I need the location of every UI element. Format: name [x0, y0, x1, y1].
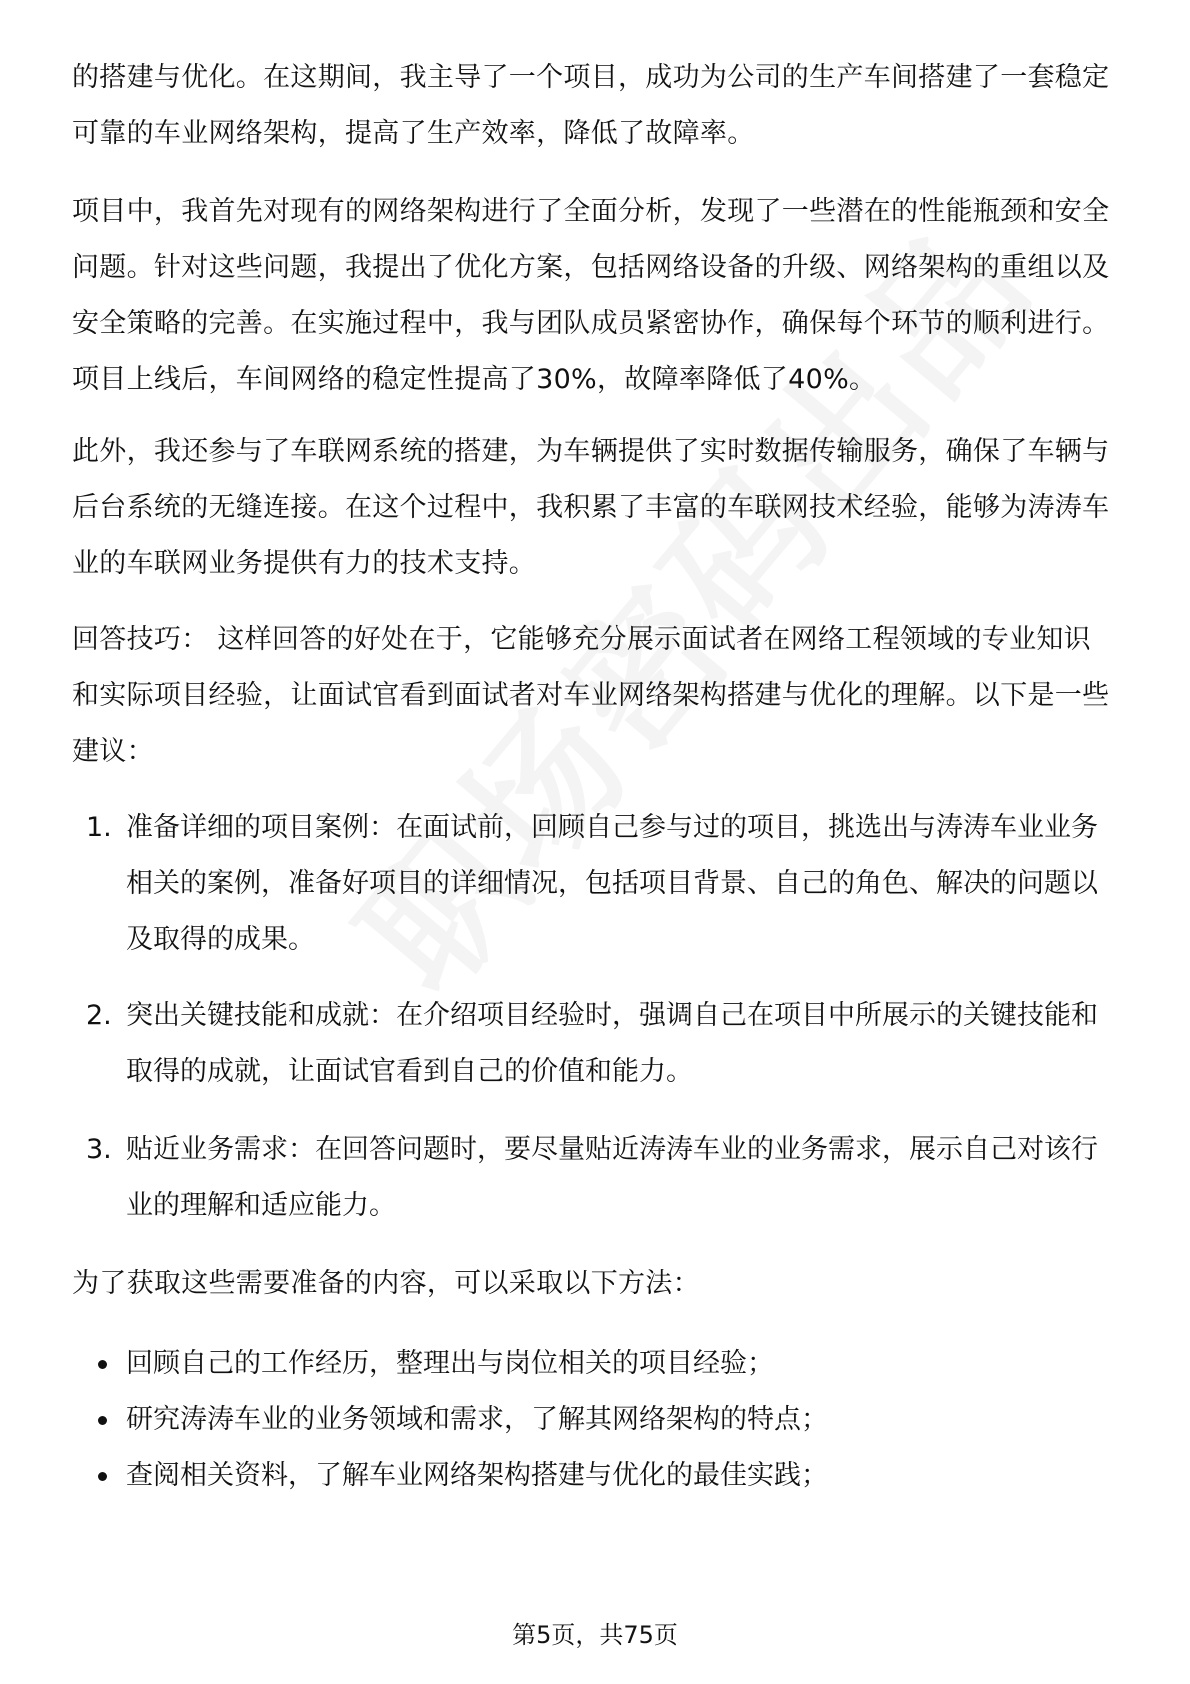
list-item-text: 贴近业务需求：在回答问题时，要尽量贴近涛涛车业的业务需求，展示自己对该行业的理解和适应能力。 [126, 1134, 1098, 1221]
bullet-item-text: 回顾自己的工作经历，整理出与岗位相关的项目经验； [126, 1348, 774, 1379]
list-number: 1. [86, 812, 112, 843]
list-number: 2. [86, 1000, 112, 1031]
paragraph-project: 项目中，我首先对现有的网络架构进行了全面分析，发现了一些潜在的性能瓶颈和安全问题。针对这些问题，我提出了优化方案，包括网络设备的升级、网络架构的重组以及安全策略的完善。在实施过程中，我与团队成员紧密协作，确保每个环节的顺利进行。项目上线后，车间网络的稳定性提高了30%，故障率降低了40%。 [72, 196, 1110, 395]
list-item-text: 突出关键技能和成就：在介绍项目经验时，强调自己在项目中所展示的关键技能和取得的成就，让面试官看到自己的价值和能力。 [126, 1000, 1098, 1087]
list-item-text: 准备详细的项目案例：在面试前，回顾自己参与过的项目，挑选出与涛涛车业业务相关的案例，准备好项目的详细情况，包括项目背景、自己的角色、解决的问题以及取得的成果。 [126, 812, 1098, 955]
list-number: 3. [86, 1134, 112, 1165]
paragraph-iov: 此外，我还参与了车联网系统的搭建，为车辆提供了实时数据传输服务，确保了车辆与后台系统的无缝连接。在这个过程中，我积累了丰富的车联网技术经验，能够为涛涛车业的车联网业务提供有力的技术支持。 [72, 436, 1110, 579]
bullet-item-text: 查阅相关资料，了解车业网络架构搭建与优化的最佳实践； [126, 1460, 828, 1491]
page-number-footer: 第5页，共75页 [512, 1621, 678, 1649]
bullet-item-text: 研究涛涛车业的业务领域和需求，了解其网络架构的特点； [126, 1404, 828, 1435]
bullet-dot [98, 1360, 107, 1369]
bullet-dot [98, 1416, 107, 1425]
paragraph-methods-intro: 为了获取这些需要准备的内容，可以采取以下方法： [72, 1268, 700, 1299]
bullet-dot [98, 1472, 107, 1481]
paragraph-intro: 的搭建与优化。在这期间，我主导了一个项目，成功为公司的生产车间搭建了一套稳定可靠的车业网络架构，提高了生产效率，降低了故障率。 [72, 62, 1110, 149]
paragraph-answer-tips: 回答技巧： 这样回答的好处在于，它能够充分展示面试者在网络工程领域的专业知识和实际项目经验，让面试官看到面试者对车业网络架构搭建与优化的理解。以下是一些建议： [72, 624, 1110, 767]
